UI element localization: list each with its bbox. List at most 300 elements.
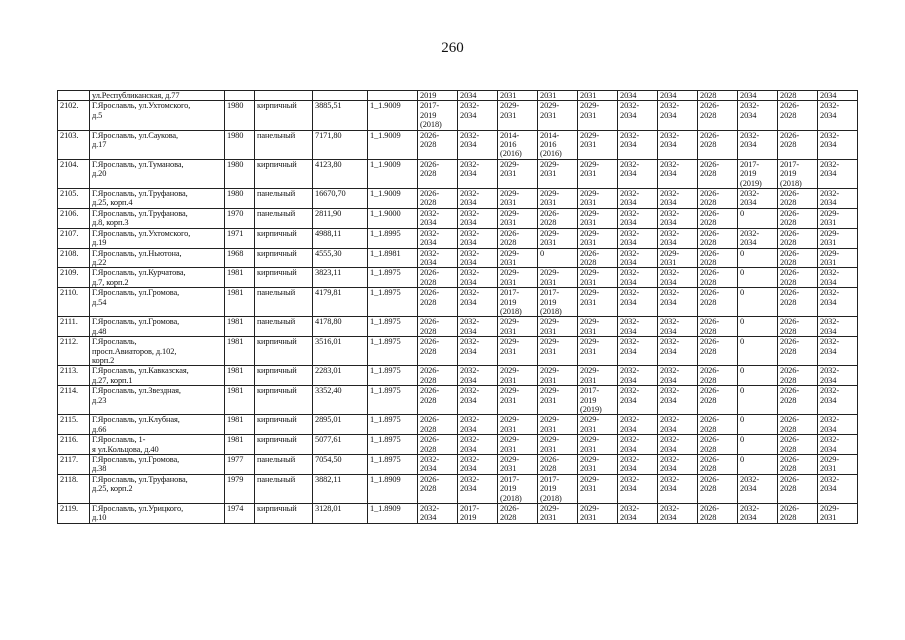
material-cell: панельный (255, 474, 313, 503)
term-cell: 2017- 2019 (2018) (498, 474, 538, 503)
term-cell: 2026- 2028 (418, 130, 458, 159)
row-number: 2109. (58, 268, 90, 288)
table-row (58, 415, 858, 435)
term-cell: 2032- 2034 (618, 248, 658, 268)
term-cell: 2017- 2019 (2019) (738, 159, 778, 188)
material-cell: кирпичный (255, 268, 313, 288)
term-cell: 2026- 2028 (698, 130, 738, 159)
row-number: 2113. (58, 366, 90, 386)
term-cell: 2026- 2028 (578, 248, 618, 268)
term-cell: 2019 (418, 91, 458, 101)
term-cell: 2032- 2034 (738, 189, 778, 209)
term-cell: 0 (738, 337, 778, 366)
term-cell: 2029- 2031 (498, 317, 538, 337)
term-cell: 2032- 2034 (658, 474, 698, 503)
term-cell: 0 (738, 288, 778, 317)
rate-cell: 1_1.8981 (368, 248, 418, 268)
area-cell (313, 91, 368, 101)
term-cell: 2032- 2034 (818, 189, 858, 209)
term-cell: 2032- 2034 (458, 208, 498, 228)
term-cell: 2032- 2034 (418, 504, 458, 524)
term-cell: 2032- 2034 (818, 415, 858, 435)
rate-cell: 1_1.8975 (368, 268, 418, 288)
table-row (58, 317, 858, 337)
row-number: 2108. (58, 248, 90, 268)
term-cell: 2026- 2028 (698, 317, 738, 337)
rate-cell: 1_1.9009 (368, 130, 418, 159)
term-cell: 2034 (618, 91, 658, 101)
term-cell: 2029- 2031 (578, 455, 618, 475)
term-cell: 2026- 2028 (538, 208, 578, 228)
term-cell: 2032- 2034 (458, 435, 498, 455)
term-cell: 2032- 2034 (458, 159, 498, 188)
rate-cell: 1_1.8995 (368, 228, 418, 248)
table-row (58, 208, 858, 228)
term-cell: 2026- 2028 (778, 288, 818, 317)
term-cell: 2032- 2034 (618, 159, 658, 188)
term-cell: 2029- 2031 (818, 228, 858, 248)
term-cell: 2029- 2031 (578, 317, 618, 337)
term-cell: 2032- 2034 (658, 208, 698, 228)
term-cell: 2032- 2034 (618, 455, 658, 475)
year-cell: 1980 (225, 159, 255, 188)
term-cell: 2014- 2016 (2016) (538, 130, 578, 159)
term-cell: 2032- 2034 (658, 159, 698, 188)
term-cell: 2017- 2019 (2018) (498, 288, 538, 317)
material-cell: кирпичный (255, 366, 313, 386)
term-cell: 2032- 2034 (818, 337, 858, 366)
table-row (58, 130, 858, 159)
term-cell: 2032- 2034 (458, 228, 498, 248)
term-cell: 2032- 2034 (618, 208, 658, 228)
term-cell: 2031 (538, 91, 578, 101)
material-cell: кирпичный (255, 101, 313, 130)
material-cell: панельный (255, 208, 313, 228)
term-cell: 2026- 2028 (778, 248, 818, 268)
term-cell: 2029- 2031 (498, 208, 538, 228)
term-cell: 2029- 2031 (498, 159, 538, 188)
term-cell: 2032- 2034 (658, 130, 698, 159)
material-cell: кирпичный (255, 159, 313, 188)
address-cell: Г.Ярославль, ул.Урицкого, д.10 (90, 504, 225, 524)
year-cell: 1981 (225, 435, 255, 455)
row-number: 2111. (58, 317, 90, 337)
term-cell: 2032- 2034 (618, 189, 658, 209)
term-cell: 2032- 2034 (458, 268, 498, 288)
row-number: 2107. (58, 228, 90, 248)
material-cell: кирпичный (255, 248, 313, 268)
term-cell: 2032- 2034 (658, 337, 698, 366)
term-cell: 0 (738, 455, 778, 475)
term-cell: 2029- 2031 (578, 268, 618, 288)
area-cell: 3885,51 (313, 101, 368, 130)
term-cell: 2029- 2031 (578, 130, 618, 159)
term-cell: 2029- 2031 (498, 455, 538, 475)
address-cell: Г.Ярославль, ул.Громова, д.38 (90, 455, 225, 475)
term-cell: 2026- 2028 (778, 386, 818, 415)
term-cell: 0 (738, 435, 778, 455)
address-cell: Г.Ярославль, ул.Ухтомского, д.5 (90, 101, 225, 130)
term-cell: 2031 (498, 91, 538, 101)
address-cell: Г.Ярославль, ул.Кавказская, д.27, корп.1 (90, 366, 225, 386)
term-cell: 2032- 2034 (458, 386, 498, 415)
term-cell: 2032- 2034 (618, 415, 658, 435)
rate-cell: 1_1.8975 (368, 337, 418, 366)
term-cell: 2032- 2034 (618, 130, 658, 159)
term-cell: 2026- 2028 (418, 288, 458, 317)
term-cell: 2029- 2031 (538, 415, 578, 435)
term-cell: 2029- 2031 (498, 435, 538, 455)
area-cell: 7171,80 (313, 130, 368, 159)
term-cell: 0 (738, 366, 778, 386)
term-cell: 2026- 2028 (698, 189, 738, 209)
row-number: 2110. (58, 288, 90, 317)
year-cell: 1981 (225, 288, 255, 317)
rate-cell: 1_1.8975 (368, 435, 418, 455)
address-cell: Г.Ярославль, ул.Громова, д.54 (90, 288, 225, 317)
year-cell (225, 91, 255, 101)
area-cell: 4178,80 (313, 317, 368, 337)
term-cell: 2026- 2028 (418, 337, 458, 366)
address-cell: Г.Ярославль, ул.Труфанова, д.25, корп.4 (90, 189, 225, 209)
term-cell: 2032- 2034 (458, 130, 498, 159)
term-cell: 2029- 2031 (538, 504, 578, 524)
term-cell: 2029- 2031 (578, 474, 618, 503)
term-cell: 2029- 2031 (538, 435, 578, 455)
area-cell: 2811,90 (313, 208, 368, 228)
term-cell: 2029- 2031 (578, 288, 618, 317)
term-cell: 2028 (698, 91, 738, 101)
term-cell: 2026- 2028 (498, 228, 538, 248)
rate-cell: 1_1.8975 (368, 455, 418, 475)
table-row (58, 288, 858, 317)
term-cell: 2026- 2028 (778, 415, 818, 435)
area-cell: 3352,40 (313, 386, 368, 415)
area-cell: 4555,30 (313, 248, 368, 268)
area-cell: 5077,61 (313, 435, 368, 455)
material-cell: панельный (255, 189, 313, 209)
row-number: 2114. (58, 386, 90, 415)
row-number: 2115. (58, 415, 90, 435)
term-cell: 2026- 2028 (698, 474, 738, 503)
term-cell: 2032- 2034 (818, 288, 858, 317)
year-cell: 1974 (225, 504, 255, 524)
row-number: 2105. (58, 189, 90, 209)
term-cell: 2032- 2034 (658, 415, 698, 435)
term-cell: 2026- 2028 (778, 268, 818, 288)
term-cell: 2029- 2031 (538, 189, 578, 209)
term-cell: 2026- 2028 (778, 435, 818, 455)
term-cell: 2032- 2034 (658, 189, 698, 209)
rate-cell (368, 91, 418, 101)
term-cell: 0 (738, 248, 778, 268)
term-cell: 2032- 2034 (818, 435, 858, 455)
term-cell: 2026- 2028 (698, 504, 738, 524)
term-cell: 2026- 2028 (778, 208, 818, 228)
table-row (58, 248, 858, 268)
rate-cell: 1_1.9009 (368, 101, 418, 130)
term-cell: 2034 (658, 91, 698, 101)
rate-cell: 1_1.8975 (368, 415, 418, 435)
term-cell: 2029- 2031 (498, 415, 538, 435)
term-cell: 2029- 2031 (818, 248, 858, 268)
year-cell: 1971 (225, 228, 255, 248)
term-cell: 2017- 2019 (2019) (578, 386, 618, 415)
term-cell: 2029- 2031 (498, 337, 538, 366)
term-cell: 2029- 2031 (578, 337, 618, 366)
year-cell: 1968 (225, 248, 255, 268)
term-cell: 2032- 2034 (618, 228, 658, 248)
rate-cell: 1_1.9009 (368, 189, 418, 209)
year-cell: 1981 (225, 337, 255, 366)
term-cell: 2029- 2031 (498, 189, 538, 209)
term-cell: 2014- 2016 (2016) (498, 130, 538, 159)
term-cell: 2034 (458, 91, 498, 101)
term-cell: 2029- 2031 (578, 189, 618, 209)
year-cell: 1981 (225, 317, 255, 337)
table-row (58, 159, 858, 188)
rate-cell: 1_1.8975 (368, 366, 418, 386)
term-cell: 2032- 2034 (658, 268, 698, 288)
term-cell: 2029- 2031 (578, 159, 618, 188)
row-number: 2104. (58, 159, 90, 188)
term-cell: 2032- 2034 (818, 317, 858, 337)
term-cell: 2026- 2028 (418, 366, 458, 386)
area-cell: 3516,01 (313, 337, 368, 366)
term-cell: 2029- 2031 (658, 248, 698, 268)
table-row (58, 386, 858, 415)
address-cell: Г.Ярославль, 1- я ул.Кольцова, д.40 (90, 435, 225, 455)
row-number: 2103. (58, 130, 90, 159)
term-cell: 2032- 2034 (658, 366, 698, 386)
term-cell: 2029- 2031 (538, 366, 578, 386)
term-cell: 2032- 2034 (618, 268, 658, 288)
term-cell: 2032- 2034 (618, 504, 658, 524)
table-row (58, 228, 858, 248)
material-cell: кирпичный (255, 415, 313, 435)
table-row (58, 337, 858, 366)
term-cell: 2026- 2028 (698, 366, 738, 386)
term-cell: 2026- 2028 (418, 415, 458, 435)
term-cell: 2032- 2034 (818, 130, 858, 159)
term-cell: 2026- 2028 (418, 386, 458, 415)
material-cell (255, 91, 313, 101)
term-cell: 2029- 2031 (578, 366, 618, 386)
term-cell: 2032- 2034 (818, 366, 858, 386)
rate-cell: 1_1.8975 (368, 288, 418, 317)
address-cell: Г.Ярославль, ул.Ньютона, д.22 (90, 248, 225, 268)
term-cell: 2029- 2031 (538, 317, 578, 337)
term-cell: 2026- 2028 (778, 504, 818, 524)
term-cell: 2029- 2031 (498, 366, 538, 386)
term-cell: 2026- 2028 (698, 208, 738, 228)
area-cell: 2283,01 (313, 366, 368, 386)
address-cell: Г.Ярославль, ул.Громова, д.48 (90, 317, 225, 337)
term-cell: 2026- 2028 (778, 228, 818, 248)
term-cell: 2026- 2028 (498, 504, 538, 524)
term-cell: 2026- 2028 (698, 101, 738, 130)
term-cell: 2026- 2028 (698, 268, 738, 288)
term-cell: 2026- 2028 (778, 189, 818, 209)
row-number: 2119. (58, 504, 90, 524)
term-cell: 2032- 2034 (818, 268, 858, 288)
term-cell: 2029- 2031 (818, 504, 858, 524)
rate-cell: 1_1.8909 (368, 504, 418, 524)
material-cell: панельный (255, 455, 313, 475)
table-row (58, 366, 858, 386)
term-cell: 2032- 2034 (618, 386, 658, 415)
term-cell: 2032- 2034 (458, 101, 498, 130)
term-cell: 2029- 2031 (538, 101, 578, 130)
term-cell: 2032- 2034 (618, 317, 658, 337)
table-row (58, 435, 858, 455)
page-number: 260 (441, 40, 464, 56)
term-cell: 2029- 2031 (538, 386, 578, 415)
area-cell: 16670,70 (313, 189, 368, 209)
term-cell: 2026- 2028 (418, 435, 458, 455)
term-cell: 2032- 2034 (738, 130, 778, 159)
term-cell: 2026- 2028 (778, 337, 818, 366)
term-cell: 2029- 2031 (578, 435, 618, 455)
term-cell: 2032- 2034 (818, 159, 858, 188)
term-cell: 2032- 2034 (618, 474, 658, 503)
material-cell: кирпичный (255, 337, 313, 366)
term-cell: 2032- 2034 (458, 366, 498, 386)
term-cell: 2032- 2034 (658, 435, 698, 455)
term-cell: 2017- 2019 (2018) (418, 101, 458, 130)
term-cell: 2032- 2034 (738, 101, 778, 130)
term-cell: 2017- 2019 (2018) (538, 288, 578, 317)
term-cell: 2026- 2028 (418, 159, 458, 188)
term-cell: 2032- 2034 (818, 474, 858, 503)
year-cell: 1980 (225, 101, 255, 130)
term-cell: 0 (738, 317, 778, 337)
term-cell: 2029- 2031 (578, 504, 618, 524)
year-cell: 1980 (225, 130, 255, 159)
address-cell: Г.Ярославль, ул.Курчатова, д.7, корп.2 (90, 268, 225, 288)
row-number: 2106. (58, 208, 90, 228)
term-cell: 2029- 2031 (538, 228, 578, 248)
term-cell: 2032- 2034 (658, 228, 698, 248)
term-cell: 2029- 2031 (578, 101, 618, 130)
term-cell: 2026- 2028 (698, 455, 738, 475)
term-cell: 2032- 2034 (618, 366, 658, 386)
term-cell: 2026- 2028 (698, 288, 738, 317)
term-cell: 2029- 2031 (538, 268, 578, 288)
term-cell: 2026- 2028 (778, 455, 818, 475)
material-cell: кирпичный (255, 435, 313, 455)
term-cell: 2026- 2028 (698, 435, 738, 455)
term-cell: 2029- 2031 (578, 208, 618, 228)
table-row (58, 504, 858, 524)
row-number: 2102. (58, 101, 90, 130)
row-number (58, 91, 90, 101)
term-cell: 2032- 2034 (818, 101, 858, 130)
material-cell: панельный (255, 317, 313, 337)
year-cell: 1981 (225, 415, 255, 435)
table-row (58, 268, 858, 288)
table-row (58, 474, 858, 503)
area-cell: 4988,11 (313, 228, 368, 248)
term-cell: 2032- 2034 (618, 435, 658, 455)
term-cell: 2026- 2028 (778, 317, 818, 337)
address-cell: Г.Ярославль, ул.Ухтомского, д.19 (90, 228, 225, 248)
term-cell: 2032- 2034 (418, 228, 458, 248)
term-cell: 2026- 2028 (698, 337, 738, 366)
address-cell: Г.Ярославль, ул.Клубная, д.66 (90, 415, 225, 435)
term-cell: 0 (738, 386, 778, 415)
material-cell: кирпичный (255, 386, 313, 415)
term-cell: 2026- 2028 (778, 130, 818, 159)
material-cell: кирпичный (255, 228, 313, 248)
table-row (58, 91, 858, 101)
rate-cell: 1_1.8909 (368, 474, 418, 503)
term-cell: 2029- 2031 (578, 228, 618, 248)
address-cell: Г.Ярославль, ул.Труфанова, д.8, корп.3 (90, 208, 225, 228)
row-number: 2118. (58, 474, 90, 503)
term-cell: 2032- 2034 (418, 208, 458, 228)
area-cell: 3882,11 (313, 474, 368, 503)
term-cell: 2029- 2031 (818, 455, 858, 475)
rate-cell: 1_1.9009 (368, 159, 418, 188)
term-cell: 2026- 2028 (698, 386, 738, 415)
material-cell: кирпичный (255, 504, 313, 524)
year-cell: 1977 (225, 455, 255, 475)
table-row (58, 189, 858, 209)
term-cell: 2026- 2028 (698, 228, 738, 248)
term-cell: 2032- 2034 (738, 504, 778, 524)
term-cell: 2032- 2034 (458, 288, 498, 317)
term-cell: 2032- 2034 (738, 228, 778, 248)
term-cell: 2026- 2028 (418, 474, 458, 503)
term-cell: 0 (738, 415, 778, 435)
year-cell: 1970 (225, 208, 255, 228)
address-cell: Г.Ярославль, просп.Авиаторов, д.102, корп.2 (90, 337, 225, 366)
term-cell: 2026- 2028 (698, 248, 738, 268)
year-cell: 1980 (225, 189, 255, 209)
address-cell: Г.Ярославль, ул.Туманова, д.20 (90, 159, 225, 188)
term-cell: 2029- 2031 (498, 386, 538, 415)
term-cell: 2026- 2028 (418, 317, 458, 337)
row-number: 2117. (58, 455, 90, 475)
term-cell: 2032- 2034 (618, 337, 658, 366)
term-cell: 2032- 2034 (658, 504, 698, 524)
table-row (58, 101, 858, 130)
term-cell: 2029- 2031 (498, 268, 538, 288)
term-cell: 2032- 2034 (458, 337, 498, 366)
term-cell: 2029- 2031 (578, 415, 618, 435)
term-cell: 2026- 2028 (418, 189, 458, 209)
term-cell: 2032- 2034 (418, 455, 458, 475)
rate-cell: 1_1.9000 (368, 208, 418, 228)
term-cell: 2017- 2019 (458, 504, 498, 524)
term-cell: 2032- 2034 (458, 189, 498, 209)
term-cell: 2028 (778, 91, 818, 101)
term-cell: 0 (538, 248, 578, 268)
rate-cell: 1_1.8975 (368, 317, 418, 337)
year-cell: 1981 (225, 268, 255, 288)
term-cell: 2026- 2028 (778, 366, 818, 386)
term-cell: 2031 (578, 91, 618, 101)
term-cell: 2026- 2028 (778, 101, 818, 130)
year-cell: 1981 (225, 366, 255, 386)
term-cell: 2026- 2028 (418, 268, 458, 288)
address-cell: Г.Ярославль, ул.Саукова, д.17 (90, 130, 225, 159)
term-cell: 2032- 2034 (458, 248, 498, 268)
area-cell: 4179,81 (313, 288, 368, 317)
row-number: 2116. (58, 435, 90, 455)
term-cell: 2032- 2034 (818, 386, 858, 415)
